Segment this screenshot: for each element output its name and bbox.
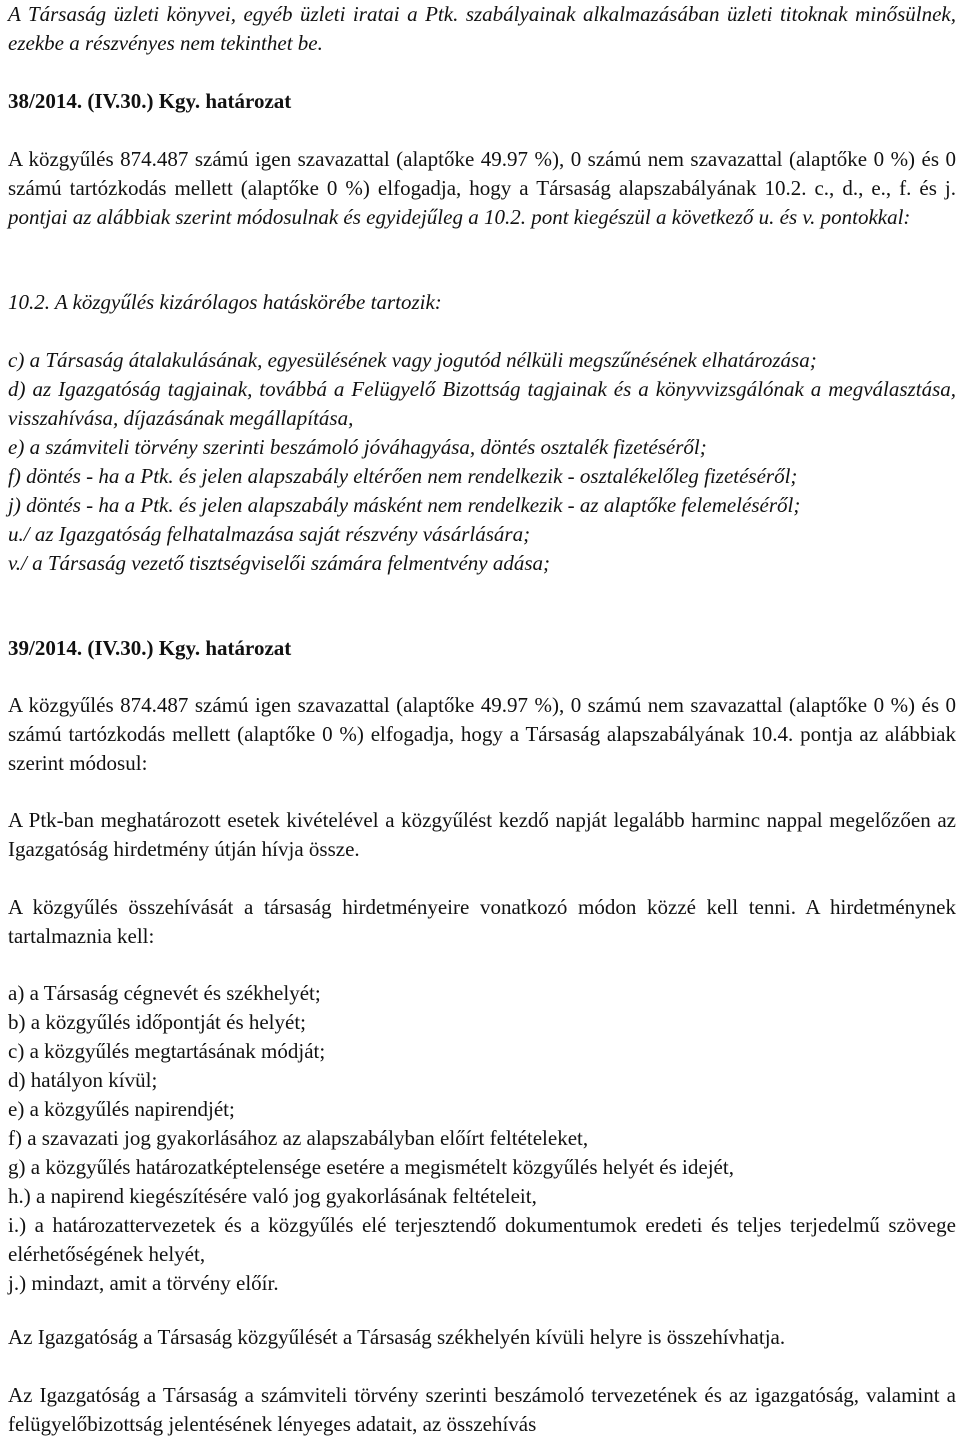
resolution-39-paragraph-1: A Ptk-ban meghatározott esetek kivételével a közgyűlést kezdő napját legalább harminc nappal megelőzően az Igazgatóság hirdetmény útján hívja össze.	[8, 808, 956, 861]
list-item: f) döntés - ha a Ptk. és jelen alapszabály eltérően nem rendelkezik - osztalékelőleg fizetéséről;	[8, 464, 798, 488]
list-item: b) a közgyűlés időpontját és helyét;	[8, 1010, 307, 1034]
list-item: j) döntés - ha a Ptk. és jelen alapszabály másként nem rendelkezik - az alaptőke felemeléséről;	[8, 493, 801, 517]
list-item: e) a közgyűlés napirendjét;	[8, 1097, 235, 1121]
intro-paragraph: A Társaság üzleti könyvei, egyéb üzleti iratai a Ptk. szabályainak alkalmazásában üzleti titoknak minősülnek, ezekbe a részvényes nem tekinthet be.	[8, 2, 956, 55]
resolution-39-title: 39/2014. (IV.30.) Kgy. határozat	[8, 636, 292, 660]
resolution-39-item-list	[8, 979, 956, 1298]
list-item: v./ a Társaság vezető tisztségviselői számára felmentvény adása;	[8, 551, 551, 575]
list-item: f) a szavazati jog gyakorlásához az alapszabályban előírt feltételeket,	[8, 1126, 589, 1150]
list-item: d) az Igazgatóság tagjainak, továbbá a Felügyelő Bizottság tagjainak és a könyvvizsgálónak a megválasztása, visszahívása, díjazásának megállapítása,	[8, 377, 956, 430]
list-item: a) a Társaság cégnevét és székhelyét;	[8, 981, 321, 1005]
list-item: u./ az Igazgatóság felhatalmazása saját részvény vásárlására;	[8, 522, 531, 546]
resolution-38-text-normal: A közgyűlés 874.487 számú igen szavazattal (alaptőke 49.97 %), 0 számú nem szavazattal (alaptőke 0 %) és 0 számú tartózkodás mellett (alaptőke 0 %) elfogadja, hogy a Társaság alapszabályának 10.2. c., d., e., f. és j.	[8, 147, 956, 200]
resolution-39-paragraph-4: Az Igazgatóság a Társaság a számviteli törvény szerinti beszámoló tervezetének és az igazgatóság, valamint a felügyelőbizottság jelentésének lényeges adatait, az összehívás	[8, 1383, 956, 1436]
list-item: h.) a napirend kiegészítésére való jog gyakorlásának feltételeit,	[8, 1184, 537, 1208]
list-item: c) a Társaság átalakulásának, egyesülésének vagy jogutód nélküli megszűnésének elhatározása;	[8, 348, 817, 372]
list-item: e) a számviteli törvény szerinti beszámoló jóváhagyása, döntés osztalék fizetéséről;	[8, 435, 707, 459]
resolution-38-title: 38/2014. (IV.30.) Kgy. határozat	[8, 89, 292, 113]
resolution-39-text: A közgyűlés 874.487 számú igen szavazattal (alaptőke 49.97 %), 0 számú nem szavazattal (alaptőke 0 %) és 0 számú tartózkodás mellett (alaptőke 0 %) elfogadja, hogy a Társaság alapszabályának 10.4. pontja az alábbiak szerint módosul:	[8, 693, 956, 775]
resolution-38-item-list	[8, 346, 956, 578]
list-item: j.) mindazt, amit a törvény előír.	[8, 1271, 279, 1295]
section-10-2-heading: 10.2. A közgyűlés kizárólagos hatáskörébe tartozik:	[8, 290, 442, 314]
list-item: i.) a határozattervezetek és a közgyűlés elé terjesztendő dokumentumok eredeti és teljes terjedelmű szövege elérhetőségének helyét,	[8, 1213, 956, 1266]
resolution-39-paragraph-2: A közgyűlés összehívását a társaság hirdetményeire vonatkozó módon közzé kell tenni. A hirdetménynek tartalmaznia kell:	[8, 895, 956, 948]
resolution-38-text	[8, 145, 956, 232]
list-item: c) a közgyűlés megtartásának módját;	[8, 1039, 326, 1063]
resolution-38-text-italic: pontjai az alábbiak szerint módosulnak és egyidejűleg a 10.2. pont kiegészül a következő u. és v. pontokkal:	[8, 205, 911, 229]
list-item: g) a közgyűlés határozatképtelensége esetére a megismételt közgyűlés helyét és idejét,	[8, 1155, 734, 1179]
list-item: d) hatályon kívül;	[8, 1068, 158, 1092]
resolution-39-paragraph-3: Az Igazgatóság a Társaság közgyűlését a Társaság székhelyén kívüli helyre is összehívhatja.	[8, 1325, 786, 1349]
